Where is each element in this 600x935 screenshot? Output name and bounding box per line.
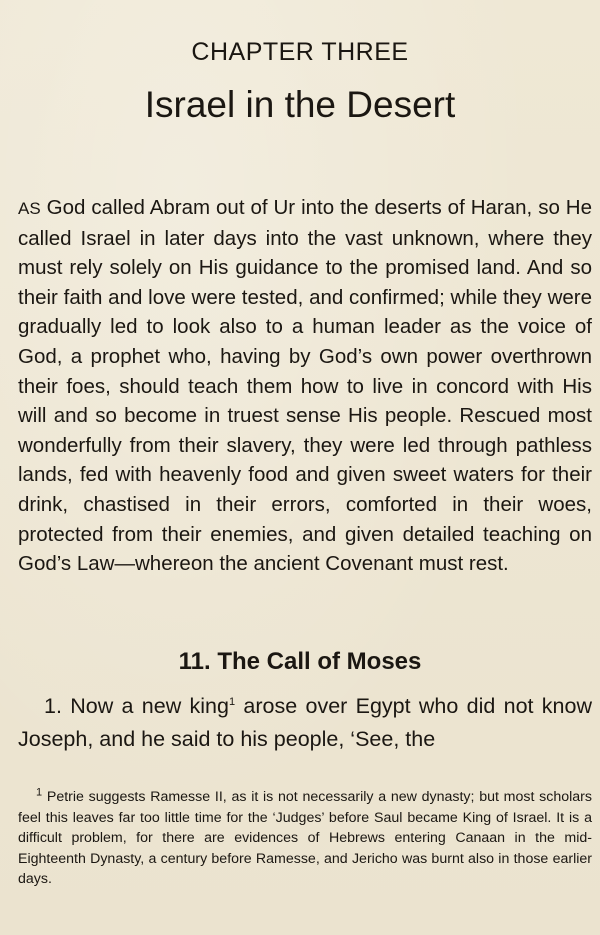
- body-text-start: 1. Now a new king: [44, 694, 229, 718]
- section-heading: 11. The Call of Moses: [178, 648, 422, 675]
- intro-paragraph: [18, 193, 592, 579]
- chapter-title: Israel in the Desert: [144, 84, 456, 125]
- body-text-continued: arose over Egypt who did not know Joseph, and he said to his people, ‘See, the: [18, 694, 592, 751]
- footnote: [18, 787, 592, 890]
- footnote-text: Petrie suggests Ramesse II, as it is not necessarily a new dynasty; but most scholars feel this leaves far too little time for the ‘Judges’ before Saul became King of Israel. It is a difficult problem, for there are evidences of Hebrews entering Canaan in the mid-Eighteenth Dynasty, a century before Ramesse, and Jericho was burnt also in those earlier days.: [18, 789, 592, 887]
- intro-lead-word: AS: [18, 199, 41, 218]
- footnote-reference: 1: [228, 695, 236, 708]
- intro-text: God called Abram out of Ur into the deserts of Haran, so He called Israel in later days into the vast unknown, where they must rely solely on His guidance to the promised land. And so their faith and love were tested, and confirmed; while they were gradually led to look also to a human leader as the voice of God, a prophet who, having by God’s own power overthrown their foes, should teach them how to live in concord with His will and so become in truest sense His people. Rescued most wonderfully from their slavery, they were led through pathless lands, fed with heavenly food and given sweet waters for their drink, chastised in their errors, comforted in their woes, protected from their enemies, and given detailed teaching on God’s Law—whereon the ancient Covenant must rest.: [18, 196, 592, 576]
- body-paragraph: [18, 690, 592, 756]
- footnote-marker: 1: [36, 786, 43, 799]
- chapter-label: CHAPTER THREE: [191, 38, 409, 66]
